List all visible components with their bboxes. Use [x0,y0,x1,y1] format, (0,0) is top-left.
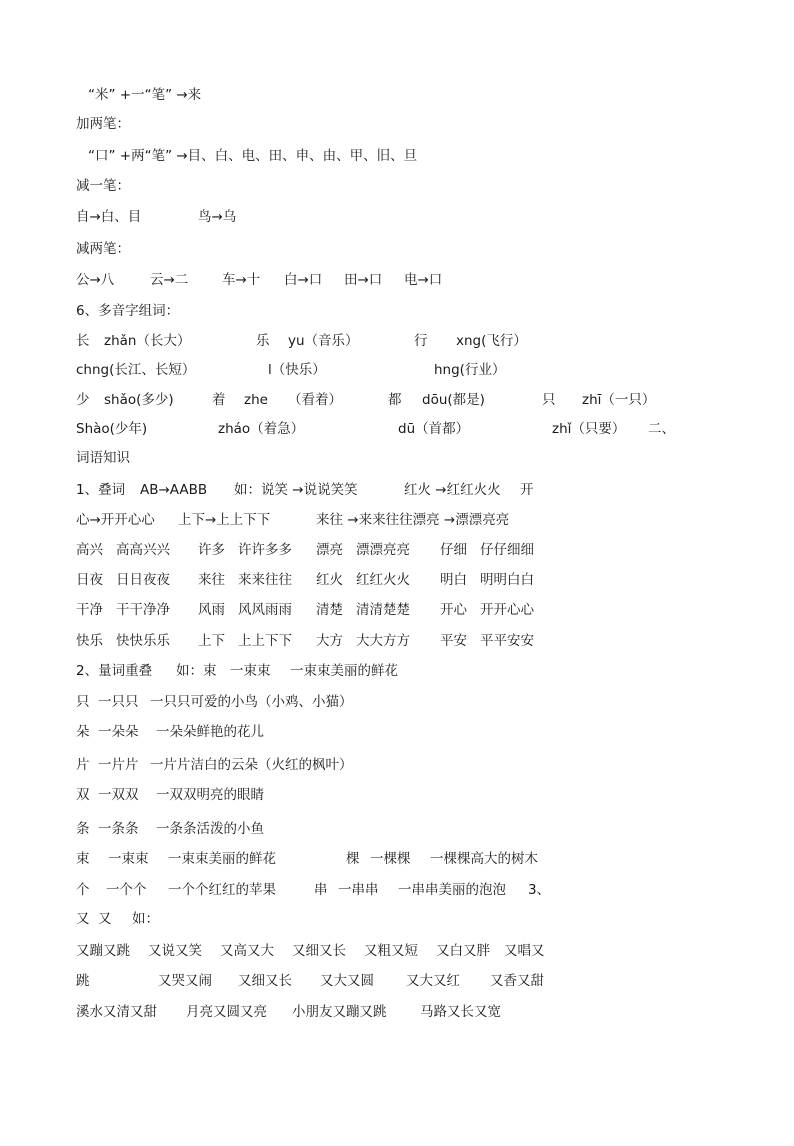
text-segment: 上下→上上下下 [178,512,271,528]
text-segment: 干干净净 [116,602,170,618]
text-segment: “米” +一“笔” →来 [88,87,202,103]
text-segment: 长 [76,333,90,349]
text-segment: 一条条 [98,821,139,837]
text-segment: 来往 [198,572,225,588]
text-line [0,784,794,806]
text-segment: 上上下下 [238,633,292,649]
text-line [0,940,794,962]
text-segment: 又大又红 [406,973,460,989]
text-segment: 又哭又闹 [158,973,212,989]
text-line [0,539,794,561]
text-line [0,479,794,501]
text-segment: 一串串美丽的泡泡 [398,882,506,898]
text-segment: 一束束美丽的鲜花 [290,663,398,679]
text-segment: 少 [76,392,90,408]
text-segment: zhǎn（长大） [104,333,191,349]
text-segment: dōu(都是) [422,392,485,408]
text-segment: 串 [314,882,328,898]
section-heading [0,300,794,322]
text-segment: 朵 [76,724,90,740]
text-segment: 日夜 [76,572,103,588]
text-segment: 又说又笑 [148,943,202,959]
text-line [0,330,794,352]
text-segment: 开开心心 [480,602,534,618]
text-line [0,630,794,652]
text-segment: 风雨 [198,602,225,618]
text-line [0,359,794,381]
text-segment: 开心 [440,602,467,618]
text-segment: 条 [76,821,90,837]
text-line [0,145,794,167]
text-segment: chng(长江、长短） [76,362,196,378]
text-segment: 清楚 [316,602,343,618]
text-segment: 红火 [316,572,343,588]
text-segment: 如： [132,911,159,927]
text-segment: zhe [244,392,268,408]
text-segment: 个 [76,882,90,898]
text-line [0,879,794,901]
text-segment: 又唱又 [504,943,545,959]
text-segment: 束 [76,851,90,867]
text-segment: 一束束 [230,663,271,679]
text-segment: 一个个红红的苹果 [168,882,276,898]
text-line [0,206,794,228]
text-segment: 只 [542,392,556,408]
text-segment: zhǐ（只要） [552,421,626,437]
text-segment: 又细又长 [292,943,346,959]
text-segment: 平安 [440,633,467,649]
text-segment: （看着） [288,392,342,408]
text-segment: dū（首都） [398,421,470,437]
text-line [0,970,794,992]
text-segment: 3、 [528,882,551,898]
text-segment: 都 [388,392,402,408]
text-segment: 日日夜夜 [116,572,170,588]
text-segment: 明白 [440,572,467,588]
text-line [0,1001,794,1023]
text-segment: 又蹦又跳 [76,943,130,959]
section-heading [0,175,794,197]
text-segment: zhī（一只） [582,392,656,408]
text-line [0,569,794,591]
text-segment: AB→AABB [140,482,208,498]
text-segment: 片 [76,757,90,773]
text-segment: 又高又大 [220,943,274,959]
text-segment: 车→十 [222,272,261,288]
text-segment: 白→口 [284,272,323,288]
text-segment: 鸟→乌 [198,209,237,225]
text-segment: 只 [76,694,90,710]
text-segment: 许多 [198,542,225,558]
section-heading [0,447,794,469]
text-segment: 一束束美丽的鲜花 [168,851,276,867]
text-segment: 心→开开心心 [76,512,155,528]
text-segment: Shào(少年) [76,421,148,437]
text-segment: 行 [414,333,428,349]
text-segment: 减两笔： [76,241,130,257]
text-segment: 快乐 [76,633,103,649]
text-segment: 又白又胖 [436,943,490,959]
text-segment: 风风雨雨 [238,602,292,618]
text-segment: 高高兴兴 [116,542,170,558]
text-segment: 一束束 [108,851,149,867]
text-line [0,818,794,840]
text-segment: 来往 →来来往往漂亮 →漂漂亮亮 [316,512,510,528]
text-line [0,660,794,682]
text-segment: 棵 [346,851,360,867]
text-segment: 跳 [76,973,90,989]
text-segment: 公→八 [76,272,115,288]
text-segment: 一个个 [106,882,147,898]
text-line [0,84,794,106]
text-segment: 又 [98,911,112,927]
text-segment: 小朋友又蹦又跳 [292,1004,387,1020]
text-segment: 如：说笑 →说说笑笑 [234,482,358,498]
text-segment: 又细又长 [238,973,292,989]
text-segment: shǎo(多少) [104,392,174,408]
text-line [0,599,794,621]
text-segment: 词语知识 [76,450,130,466]
text-segment: 马路又长又宽 [420,1004,501,1020]
text-segment: 清清楚楚 [356,602,410,618]
text-segment: 一只只可爱的小鸟（小鸡、小猫） [150,694,353,710]
text-segment: 上下 [198,633,225,649]
text-segment: 红红火火 [356,572,410,588]
text-segment: 乐 [256,333,270,349]
text-segment: xng(飞行） [456,333,527,349]
text-segment: 干净 [76,602,103,618]
text-segment: 电→口 [404,272,443,288]
text-segment: yu（音乐） [288,333,359,349]
text-segment: 田→口 [344,272,383,288]
text-segment: 一双双明亮的眼睛 [156,787,264,803]
text-segment: 一朵朵 [98,724,139,740]
text-line [0,389,794,411]
text-segment: 溪水又清又甜 [76,1004,157,1020]
text-segment: 高兴 [76,542,103,558]
text-segment: 红火 →红红火火 [404,482,501,498]
text-segment: 减一笔： [76,178,130,194]
text-segment: 云→二 [150,272,189,288]
text-segment: 许许多多 [238,542,292,558]
text-segment: 又 [76,911,90,927]
text-segment: hng(行业） [434,362,506,378]
text-segment: “口” +两“笔” →目、白、电、田、申、由、甲、旧、旦 [88,148,418,164]
text-segment: 仔仔细细 [480,542,534,558]
text-segment: 一片片洁白的云朵（火红的枫叶） [150,757,353,773]
text-segment: 自→白、目 [76,209,142,225]
text-segment: 漂亮 [316,542,343,558]
text-segment: 一棵棵高大的树木 [430,851,538,867]
text-segment: 快快乐乐 [116,633,170,649]
text-line [0,691,794,713]
text-segment: 一朵朵鲜艳的花儿 [156,724,264,740]
text-line [0,848,794,870]
text-segment: 月亮又圆又亮 [186,1004,267,1020]
text-segment: 又香又甜 [490,973,544,989]
text-segment: 一串串 [338,882,379,898]
text-segment: zháo（着急） [218,421,305,437]
text-segment: 一双双 [98,787,139,803]
text-segment: 着 [212,392,226,408]
text-segment: l（快乐） [268,362,326,378]
text-segment: 二、 [648,421,675,437]
text-line [0,908,794,930]
text-segment: 2、量词重叠 [76,663,153,679]
section-heading [0,238,794,260]
text-line [0,418,794,440]
text-line [0,509,794,531]
text-segment: 大大方方 [356,633,410,649]
text-segment: 明明白白 [480,572,534,588]
text-segment: 一片片 [98,757,139,773]
section-heading [0,113,794,135]
text-segment: 一棵棵 [370,851,411,867]
text-segment: 漂漂亮亮 [356,542,410,558]
text-segment: 1、叠词 [76,482,126,498]
text-segment: 来来往往 [238,572,292,588]
text-line [0,721,794,743]
text-segment: 大方 [316,633,343,649]
text-segment: 又粗又短 [364,943,418,959]
text-segment: 6、多音字组词： [76,303,180,319]
text-segment: 加两笔： [76,116,130,132]
text-segment: 又大又圆 [320,973,374,989]
text-line [0,754,794,776]
text-segment: 一条条活泼的小鱼 [156,821,264,837]
text-segment: 仔细 [440,542,467,558]
text-segment: 一只只 [98,694,139,710]
text-segment: 如：束 [176,663,217,679]
text-segment: 平平安安 [480,633,534,649]
text-segment: 开 [520,482,534,498]
text-segment: 双 [76,787,90,803]
text-line [0,269,794,291]
